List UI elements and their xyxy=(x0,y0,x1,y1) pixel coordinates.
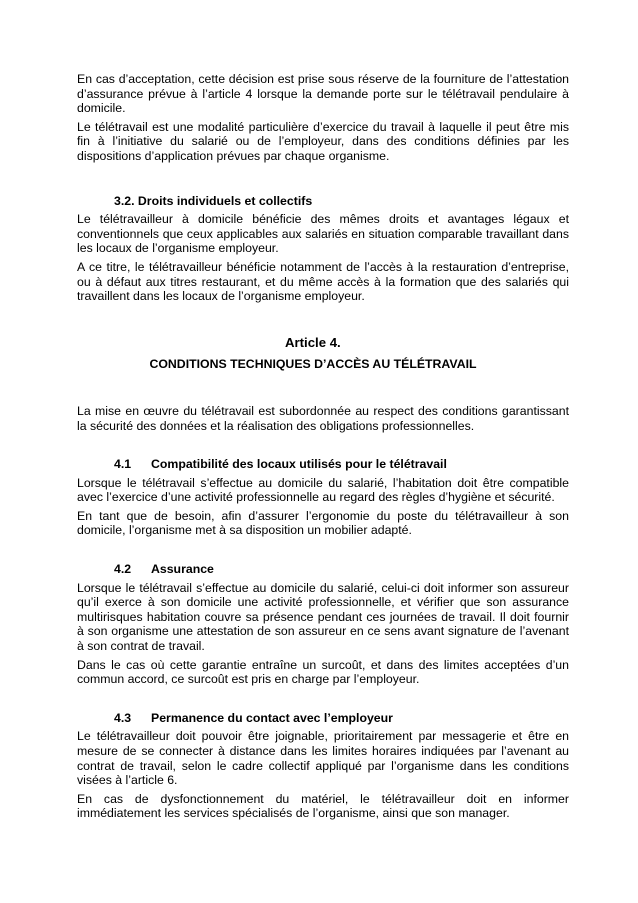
article-subtitle: CONDITIONS TECHNIQUES D’ACCÈS AU TÉLÉTRAVAIL xyxy=(149,357,477,372)
paragraph: En cas de dysfonctionnement du matériel, le télétravailleur doit en informer immédiatement les services spécialisés de l’organisme, ainsi que son manager. xyxy=(77,791,569,821)
section-number: 4.3 xyxy=(114,710,132,725)
paragraph: Lorsque le télétravail s’effectue au domicile du salarié, l’habitation doit être compatible avec l’exercice d’une activité professionnelle au regard des règles d’hygiène et sécurité. xyxy=(77,475,569,505)
paragraph: La mise en œuvre du télétravail est subordonnée au respect des conditions garantissant la sécurité des données et la réalisation des obligations professionnelles. xyxy=(77,403,569,433)
section-title: Compatibilité des locaux utilisés pour le télétravail xyxy=(151,457,447,472)
paragraph: Le télétravailleur doit pouvoir être joignable, prioritairement par messagerie et être en mesure de se connecter à distance dans les limites horaires indiquées par l’avenant au contrat de travail, selon le cadre collectif appliqué par l’organisme dans les conditions visées à l’article 6. xyxy=(77,729,569,788)
paragraph: Dans le cas où cette garantie entraîne un surcoût, et dans des limites acceptées d’un commun accord, ce surcoût est pris en charge par l’employeur. xyxy=(77,657,569,687)
section-heading-4-3 xyxy=(114,711,569,726)
page-content xyxy=(77,72,569,821)
section-number: 4.2 xyxy=(114,562,132,577)
article-title: Article 4. xyxy=(285,334,341,350)
section-heading-3-2: 3.2. Droits individuels et collectifs xyxy=(114,193,313,208)
section-title: Permanence du contact avec l’employeur xyxy=(151,710,393,725)
paragraph: En cas d’acceptation, cette décision est prise sous réserve de la fourniture de l’attestation d’assurance prévue à l’article 4 lorsque la demande porte sur le télétravail pendulaire à domicile. xyxy=(77,72,569,116)
section-heading-4-2 xyxy=(114,562,569,577)
paragraph: En tant que de besoin, afin d’assurer l’ergonomie du poste du télétravailleur à son domicile, l’organisme met à sa disposition un mobilier adapté. xyxy=(77,508,569,538)
section-heading-4-1 xyxy=(114,457,569,472)
paragraph: Le télétravail est une modalité particulière d’exercice du travail à laquelle il peut être mis fin à l’initiative du salarié ou de l’employeur, dans des conditions définies par les dispositions d’application prévues par chaque organisme. xyxy=(77,119,569,163)
paragraph: A ce titre, le télétravailleur bénéficie notamment de l’accès à la restauration d’entreprise, ou à défaut aux titres restaurant, et du même accès à la formation que des salariés qui travaillent dans les locaux de l’organisme employeur. xyxy=(77,259,569,304)
paragraph: Lorsque le télétravail s’effectue au domicile du salarié, celui-ci doit informer son assureur qu’il exerce à son domicile une activité professionnelle, et vérifier que son assurance multirisques habitation couvre sa présence pendant ces journées de travail. Il doit fournir à son organisme une attestation de son assureur en ce sens avant signature de l’avenant à son contrat de travail. xyxy=(77,580,569,654)
paragraph: Le télétravailleur à domicile bénéficie des mêmes droits et avantages légaux et conventionnels que ceux applicables aux salariés en situation comparable travaillant dans les locaux de l’organisme employeur. xyxy=(77,212,569,256)
section-title: Assurance xyxy=(151,562,214,577)
section-number: 4.1 xyxy=(114,457,132,472)
